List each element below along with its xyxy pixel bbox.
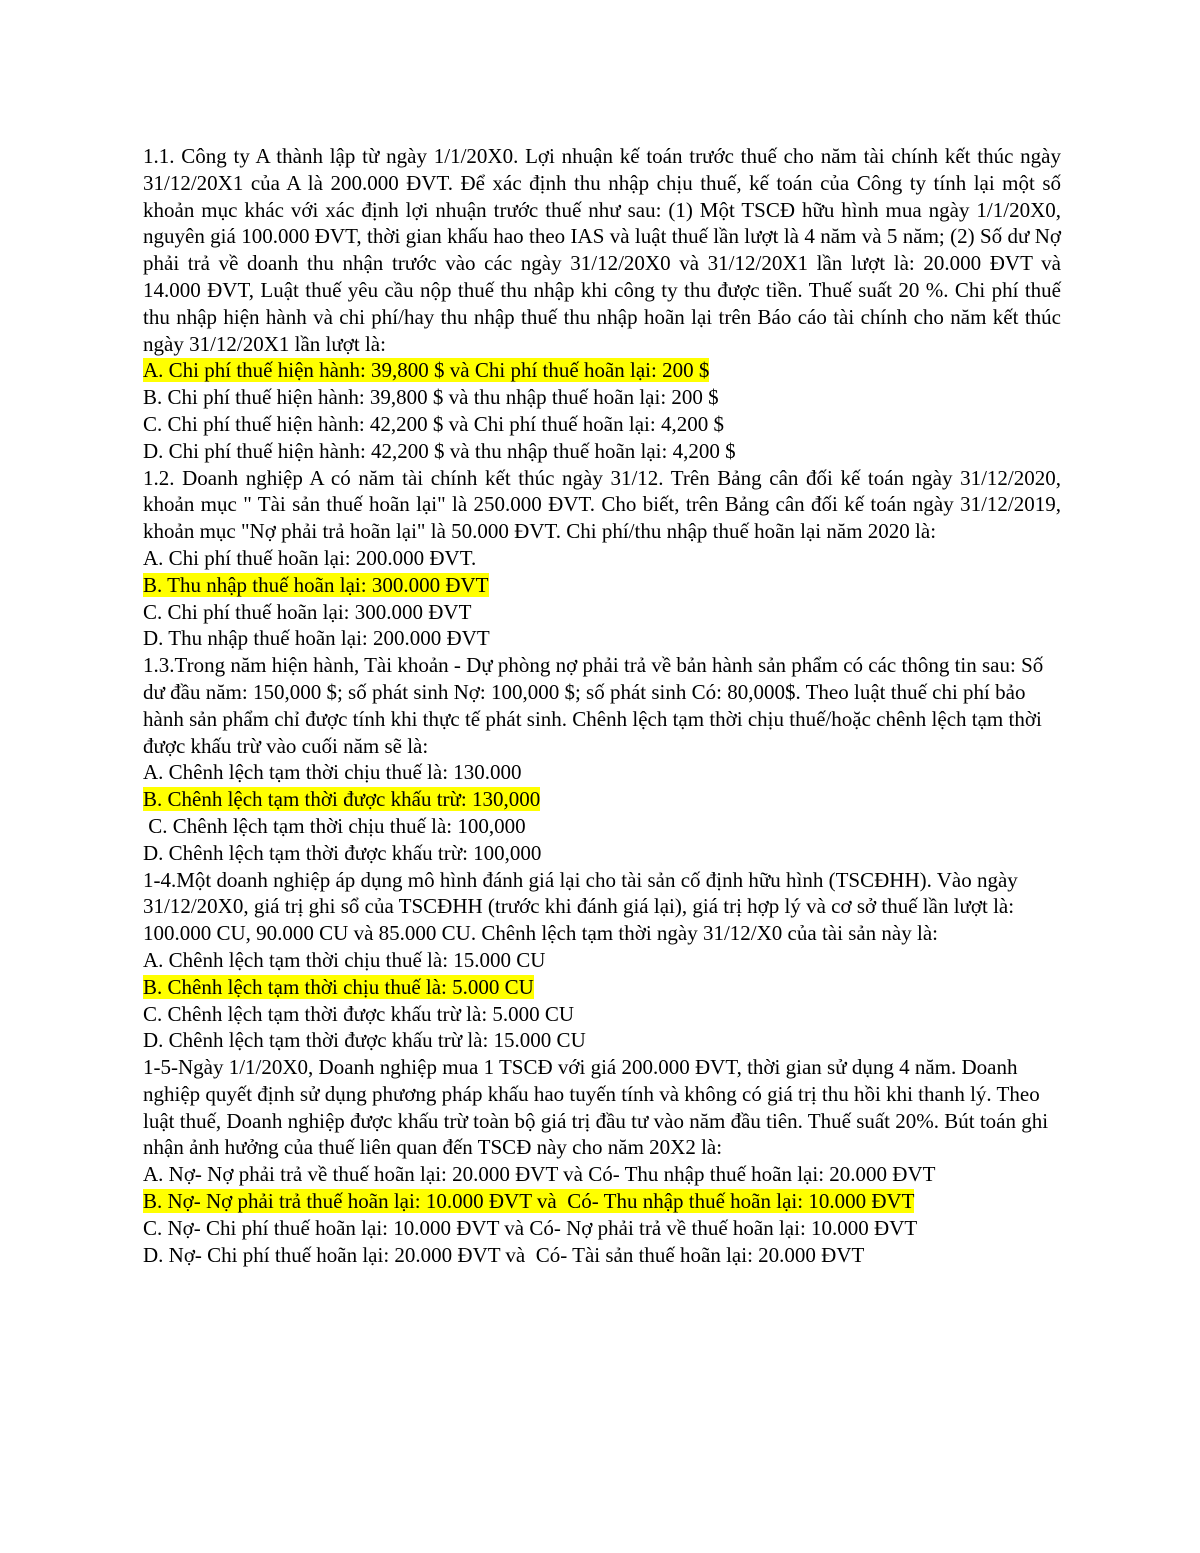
- option-a: A. Chênh lệch tạm thời chịu thuế là: 15.000 CU: [143, 947, 546, 972]
- highlighted-answer: B. Thu nhập thuế hoãn lại: 300.000 ĐVT: [143, 572, 489, 597]
- answer-options: [143, 947, 1061, 1054]
- option-c: C. Nợ- Chi phí thuế hoãn lại: 10.000 ĐVT và Có- Nợ phải trả về thuế hoãn lại: 10.000 ĐVT: [143, 1215, 918, 1240]
- question-1-2: [143, 465, 1061, 653]
- option-c: C. Chi phí thuế hoãn lại: 300.000 ĐVT: [143, 599, 472, 624]
- option-d: D. Thu nhập thuế hoãn lại: 200.000 ĐVT: [143, 626, 490, 651]
- question-text: 1-5-Ngày 1/1/20X0, Doanh nghiệp mua 1 TSCĐ với giá 200.000 ĐVT, thời gian sử dụng 4 năm. Doanh nghiệp quyết định sử dụng phương pháp khấu hao tuyến tính và không có giá trị thu hồi khi thanh lý. Theo luật thuế, Doanh nghiệp được khấu trừ toàn bộ giá trị đầu tư vào năm đầu tiên. Thuế suất 20%. Bút toán ghi nhận ảnh hưởng của thuế liên quan đến TSCĐ này cho năm 20X2 là:: [143, 1055, 1049, 1160]
- option-b: B. Chi phí thuế hiện hành: 39,800 $ và thu nhập thuế hoãn lại: 200 $: [143, 385, 719, 410]
- option-a: [143, 357, 1061, 384]
- question-text: 1.2. Doanh nghiệp A có năm tài chính kết thúc ngày 31/12. Trên Bảng cân đối kế toán ngày 31/12/2020, khoản mục " Tài sản thuế hoãn lại" là 250.000 ĐVT. Cho biết, trên Bảng cân đối kế toán ngày 31/12/2019, khoản mục "Nợ phải trả hoãn lại" là 50.000 ĐVT. Chi phí/thu nhập thuế hoãn lại năm 2020 là:: [143, 465, 1061, 544]
- question-1-4: [143, 867, 1061, 1055]
- option-b: [143, 1188, 1061, 1215]
- option-d: D. Nợ- Chi phí thuế hoãn lại: 20.000 ĐVT và Có- Tài sản thuế hoãn lại: 20.000 ĐVT: [143, 1242, 865, 1267]
- highlighted-answer: B. Chênh lệch tạm thời chịu thuế là: 5.000 CU: [143, 974, 534, 999]
- highlighted-answer: A. Chi phí thuế hiện hành: 39,800 $ và Chi phí thuế hoãn lại: 200 $: [143, 358, 710, 383]
- option-d: D. Chênh lệch tạm thời được khấu trừ: 100,000: [143, 840, 542, 865]
- document-page: [143, 143, 1061, 1268]
- question-text: 1-4.Một doanh nghiệp áp dụng mô hình đánh giá lại cho tài sản cố định hữu hình (TSCĐHH). Vào ngày 31/12/20X0, giá trị ghi sổ của TSCĐHH (trước khi đánh giá lại), giá trị hợp lý và cơ sở thuế lần lượt là: 100.000 CU, 90.000 CU và 85.000 CU. Chênh lệch tạm thời ngày 31/12/X0 của tài sản này là:: [143, 867, 1018, 946]
- answer-options: [143, 357, 1061, 464]
- option-b: [143, 786, 1061, 813]
- option-c: C. Chênh lệch tạm thời được khấu trừ là: 5.000 CU: [143, 1001, 575, 1026]
- answer-options: [143, 759, 1061, 866]
- option-a: A. Chi phí thuế hoãn lại: 200.000 ĐVT.: [143, 545, 477, 570]
- answer-options: [143, 545, 1061, 652]
- question-text: 1.1. Công ty A thành lập từ ngày 1/1/20X0. Lợi nhuận kế toán trước thuế cho năm tài chính kết thúc ngày 31/12/20X1 của A là 200.000 ĐVT. Để xác định thu nhập chịu thuế, kế toán của Công ty tính lại một số khoản mục khác với xác định lợi nhuận trước thuế như sau: (1) Một TSCĐ hữu hình mua ngày 1/1/20X0, nguyên giá 100.000 ĐVT, thời gian khấu hao theo IAS và luật thuế lần lượt là 4 năm và 5 năm; (2) Số dư Nợ phải trả về doanh thu nhận trước vào các ngày 31/12/20X0 và 31/12/20X1 lần lượt là: 20.000 ĐVT và 14.000 ĐVT, Luật thuế yêu cầu nộp thuế thu nhập khi công ty thu được tiền. Thuế suất 20 %. Chi phí thuế thu nhập hiện hành và chi phí/hay thu nhập thuế thu nhập hoãn lại trên Báo cáo tài chính cho năm kết thúc ngày 31/12/20X1 lần lượt là:: [143, 144, 1061, 356]
- option-a: A. Nợ- Nợ phải trả về thuế hoãn lại: 20.000 ĐVT và Có- Thu nhập thuế hoãn lại: 20.000 ĐVT: [143, 1162, 936, 1187]
- option-a: A. Chênh lệch tạm thời chịu thuế là: 130.000: [143, 760, 522, 785]
- option-c: C. Chi phí thuế hiện hành: 42,200 $ và Chi phí thuế hoãn lại: 4,200 $: [143, 411, 724, 436]
- option-b: [143, 572, 1061, 599]
- highlighted-answer: B. Chênh lệch tạm thời được khấu trừ: 130,000: [143, 787, 541, 812]
- question-1-1: [143, 143, 1061, 465]
- question-1-3: [143, 652, 1061, 866]
- option-d: D. Chi phí thuế hiện hành: 42,200 $ và thu nhập thuế hoãn lại: 4,200 $: [143, 438, 736, 463]
- question-text: 1.3.Trong năm hiện hành, Tài khoản - Dự phòng nợ phải trả về bản hành sản phẩm có các thông tin sau: Số dư đầu năm: 150,000 $; số phát sinh Nợ: 100,000 $; số phát sinh Có: 80,000$. Theo luật thuế chi phí bảo hành sản phẩm chỉ được tính khi thực tế phát sinh. Chênh lệch tạm thời chịu thuế/hoặc chênh lệch tạm thời được khấu trừ vào cuối năm sẽ là:: [143, 653, 1044, 758]
- option-d: D. Chênh lệch tạm thời được khấu trừ là: 15.000 CU: [143, 1028, 586, 1053]
- question-1-5: [143, 1054, 1061, 1268]
- answer-options: [143, 1161, 1061, 1268]
- option-b: [143, 974, 1061, 1001]
- option-c: C. Chênh lệch tạm thời chịu thuế là: 100,000: [143, 813, 526, 838]
- highlighted-answer: B. Nợ- Nợ phải trả thuế hoãn lại: 10.000 ĐVT và Có- Thu nhập thuế hoãn lại: 10.000 ĐVT: [143, 1189, 915, 1214]
